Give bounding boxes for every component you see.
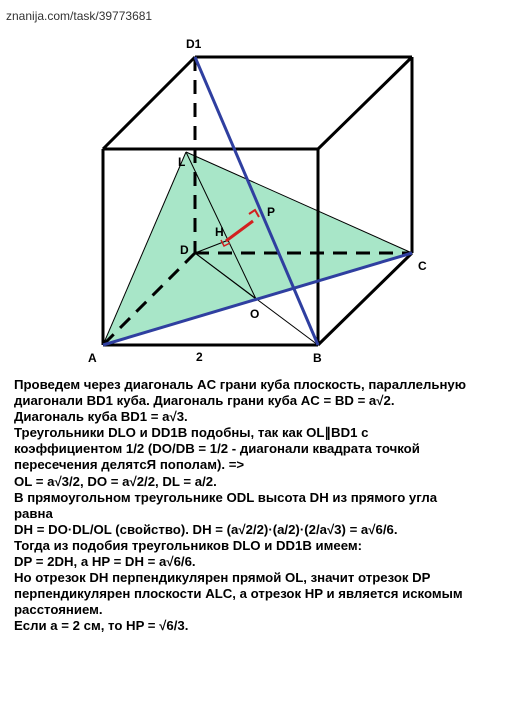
solution-line: коэффициентом 1/2 (DO/DB = 1/2 - диагонали квадрата точкой bbox=[14, 441, 420, 457]
solution-line: OL = a√3/2, DO = a√2/2, DL = a/2. bbox=[14, 473, 217, 489]
edge-front-right-top-back bbox=[318, 57, 412, 149]
label-o: O bbox=[250, 307, 260, 321]
label-d: D bbox=[180, 243, 189, 257]
solution-line: DP = 2DH, а HP = DH = a√6/6. bbox=[14, 554, 196, 570]
solution-line: расстоянием. bbox=[14, 602, 103, 618]
solution-line: Тогда из подобия треугольников DLO и DD1B имеем: bbox=[14, 537, 363, 553]
label-d1: D1 bbox=[186, 37, 202, 51]
label-p: P bbox=[267, 205, 276, 219]
source-url: znanija.com/task/39773681 bbox=[6, 9, 153, 23]
solution-line: Проведем через диагональ AC грани куба плоскость, параллельную bbox=[14, 377, 467, 392]
solution-line: Диагональ куба BD1 = a√3. bbox=[14, 409, 188, 425]
solution-line: DH = DO·DL/OL (свойство). DH = (a√2/2)·(a/2)·(2/a√3) = a√6/6. bbox=[14, 521, 398, 537]
solution-line: Если a = 2 см, то HP = √6/3. bbox=[14, 618, 189, 634]
solution-line: равна bbox=[14, 505, 53, 521]
label-l: L bbox=[178, 155, 186, 169]
solution-line: В прямоугольном треугольнике ODL высота DH из прямого угла bbox=[14, 489, 438, 505]
solution-line: диагонали BD1 куба. Диагональ грани куба AC = BD = a√2. bbox=[14, 393, 395, 409]
label-a: A bbox=[88, 351, 97, 365]
solution-text bbox=[14, 377, 514, 635]
label-b: B bbox=[313, 351, 322, 365]
label-edge-length: 2 bbox=[196, 350, 203, 364]
solution-line: Треугольники DLO и DD1B подобны, так как OL∥BD1 с bbox=[14, 425, 369, 441]
label-c: C bbox=[418, 259, 427, 273]
edge-front-left-top-d1 bbox=[103, 57, 195, 149]
label-h: H bbox=[215, 225, 224, 239]
solution-line: перпендикулярен плоскости ALC, а отрезок HP и является искомым bbox=[14, 586, 463, 602]
solution-line: пересечения делятсЯ пополам). => bbox=[14, 457, 245, 473]
solution-line: Но отрезок DH перпендикулярен прямой OL, значит отрезок DP bbox=[14, 570, 431, 586]
